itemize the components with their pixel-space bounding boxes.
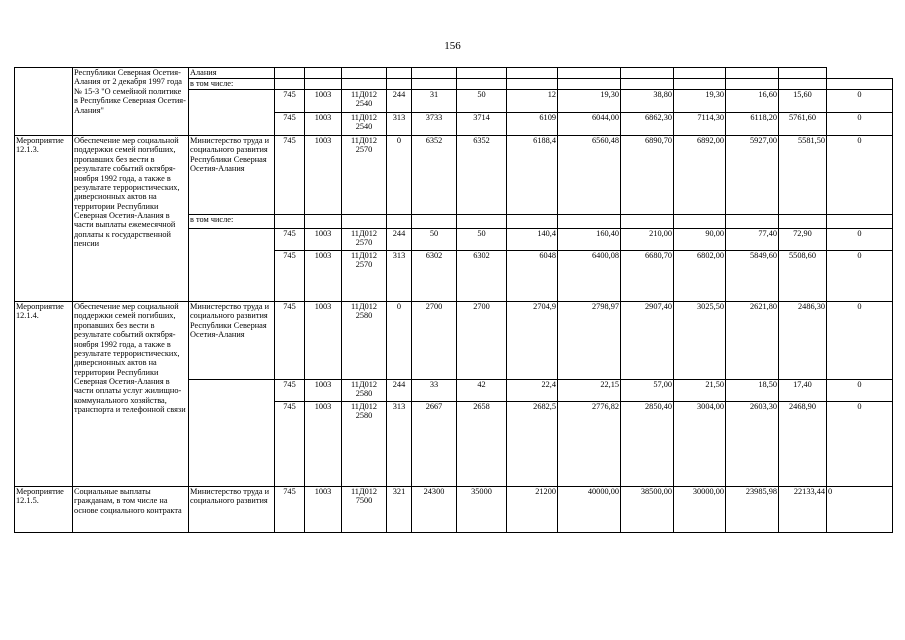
vr-cell: 244: [387, 380, 412, 402]
value-cell: 2704,9: [507, 302, 558, 380]
budget-table: [14, 67, 893, 533]
value-cell: 2700: [412, 302, 457, 380]
value-cell: 140,4: [507, 229, 558, 251]
csr-cell: 11Д012 2580: [342, 380, 387, 402]
value-cell: 0: [827, 380, 893, 402]
value-cell: 6109: [507, 113, 558, 136]
page-number: 156: [444, 40, 461, 52]
vr-cell: 321: [387, 487, 412, 533]
value-cell: 6862,30: [621, 113, 674, 136]
measure-name-cell: Республики Северная Осетия-Алания от 2 декабря 1997 года № 15-З "О семейной политике в Республике Северная Осетия-Алания": [73, 68, 189, 136]
value-cell: 22133,44: [779, 487, 827, 533]
grbs-cell: 745: [275, 380, 305, 402]
vr-cell: 0: [387, 302, 412, 380]
value-cell: 2468,90: [779, 402, 827, 487]
subtotal-label: в том числе:: [189, 215, 275, 229]
value-cell: 5761,60: [779, 113, 827, 136]
table-row: [15, 136, 893, 215]
executor-cell: Министерство труда и социального развития Республики Северная Осетия-Алания: [189, 136, 275, 215]
value-cell: 23985,98: [726, 487, 779, 533]
grbs-cell: 745: [275, 302, 305, 380]
value-cell: 5581,50: [779, 136, 827, 215]
value-cell: 50: [457, 229, 507, 251]
value-cell: 3733: [412, 113, 457, 136]
value-cell: 30000,00: [674, 487, 726, 533]
csr-cell: 11Д012 2570: [342, 136, 387, 215]
value-cell: 17,40: [779, 380, 827, 402]
csr-cell: 11Д012 2580: [342, 402, 387, 487]
value-cell: 15,60: [779, 90, 827, 113]
value-cell: 22,4: [507, 380, 558, 402]
value-cell: 6890,70: [621, 136, 674, 215]
executor-cell: Министерство труда и социального развития Республики Северная Осетия-Алания: [189, 302, 275, 380]
measure-name-cell: Социальные выплаты гражданам, в том числе на основе социального контракта: [73, 487, 189, 533]
grbs-cell: 745: [275, 251, 305, 302]
value-cell: 6044,00: [558, 113, 621, 136]
value-cell: 21200: [507, 487, 558, 533]
csr-cell: 11Д012 2570: [342, 229, 387, 251]
grbs-cell: 745: [275, 487, 305, 533]
section-cell: 1003: [305, 487, 342, 533]
measure-number: Мероприятие 12.1.3.: [15, 136, 73, 302]
value-cell: 6302: [412, 251, 457, 302]
value-cell: 6302: [457, 251, 507, 302]
grbs-cell: 745: [275, 136, 305, 215]
value-cell: 0: [827, 90, 893, 113]
value-cell: 0: [827, 402, 893, 487]
value-cell: 77,40: [726, 229, 779, 251]
value-cell: 5508,60: [779, 251, 827, 302]
vr-cell: 0: [387, 136, 412, 215]
value-cell: 2667: [412, 402, 457, 487]
section-cell: 1003: [305, 90, 342, 113]
value-cell: 6892,00: [674, 136, 726, 215]
table-row: [15, 68, 893, 79]
value-cell: 2658: [457, 402, 507, 487]
value-cell: 5849,60: [726, 251, 779, 302]
value-cell: 6400,08: [558, 251, 621, 302]
value-cell: 7114,30: [674, 113, 726, 136]
csr-cell: 11Д012 2540: [342, 90, 387, 113]
value-cell: 210,00: [621, 229, 674, 251]
value-cell: 6560,48: [558, 136, 621, 215]
vr-cell: 313: [387, 251, 412, 302]
value-cell: 2907,40: [621, 302, 674, 380]
vr-cell: 244: [387, 229, 412, 251]
measure-number: Мероприятие 12.1.5.: [15, 487, 73, 533]
value-cell: 5927,00: [726, 136, 779, 215]
executor-cell: [189, 229, 275, 302]
value-cell: 90,00: [674, 229, 726, 251]
section-cell: 1003: [305, 136, 342, 215]
vr-cell: 244: [387, 90, 412, 113]
value-cell: 50: [457, 90, 507, 113]
value-cell: 6118,20: [726, 113, 779, 136]
csr-cell: 11Д012 2540: [342, 113, 387, 136]
value-cell: 0: [827, 113, 893, 136]
measure-number: Мероприятие 12.1.4.: [15, 302, 73, 487]
value-cell: 12: [507, 90, 558, 113]
table-row: [15, 487, 893, 533]
value-cell: 40000,00: [558, 487, 621, 533]
value-cell: 0: [827, 302, 893, 380]
section-cell: 1003: [305, 113, 342, 136]
value-cell: 38,80: [621, 90, 674, 113]
value-cell: 3025,50: [674, 302, 726, 380]
value-cell: 33: [412, 380, 457, 402]
value-cell: 3714: [457, 113, 507, 136]
section-cell: 1003: [305, 402, 342, 487]
value-cell: 0: [827, 251, 893, 302]
csr-cell: 11Д012 2580: [342, 302, 387, 380]
value-cell: 2700: [457, 302, 507, 380]
value-cell: 21,50: [674, 380, 726, 402]
value-cell: 19,30: [674, 90, 726, 113]
measure-cell: [15, 68, 73, 136]
vr-cell: 313: [387, 113, 412, 136]
executor-cell: [189, 90, 275, 136]
value-cell: 160,40: [558, 229, 621, 251]
grbs-cell: 745: [275, 90, 305, 113]
vr-cell: 313: [387, 402, 412, 487]
value-cell: 6680,70: [621, 251, 674, 302]
value-cell: 6802,00: [674, 251, 726, 302]
grbs-cell: 745: [275, 229, 305, 251]
value-cell: 57,00: [621, 380, 674, 402]
measure-name-cell: Обеспечение мер социальной поддержки семей погибших, пропавших без вести в результате событий октября-ноября 1992 года, а также в результате террористических, диверсионных актов на территории Республики Северная Осетия-Алания в части оплаты услуг жилищно-коммунального хозяйства, транспорта и телефонной связи: [73, 302, 189, 487]
value-cell: 50: [412, 229, 457, 251]
value-cell: 0: [827, 487, 893, 533]
grbs-cell: 745: [275, 402, 305, 487]
value-cell: 19,30: [558, 90, 621, 113]
value-cell: 6188,4: [507, 136, 558, 215]
value-cell: 2621,80: [726, 302, 779, 380]
value-cell: 2798,97: [558, 302, 621, 380]
csr-cell: 11Д012 2570: [342, 251, 387, 302]
value-cell: 2776,82: [558, 402, 621, 487]
value-cell: 72,90: [779, 229, 827, 251]
section-cell: 1003: [305, 251, 342, 302]
value-cell: 35000: [457, 487, 507, 533]
section-cell: 1003: [305, 380, 342, 402]
value-cell: 2682,5: [507, 402, 558, 487]
table-row: [15, 302, 893, 380]
value-cell: 2486,30: [779, 302, 827, 380]
value-cell: 3004,00: [674, 402, 726, 487]
value-cell: 16,60: [726, 90, 779, 113]
executor-cell: Алания: [189, 68, 275, 79]
value-cell: 38500,00: [621, 487, 674, 533]
value-cell: 2603,30: [726, 402, 779, 487]
section-cell: 1003: [305, 302, 342, 380]
value-cell: 0: [827, 136, 893, 215]
value-cell: 31: [412, 90, 457, 113]
value-cell: 22,15: [558, 380, 621, 402]
csr-cell: 11Д012 7500: [342, 487, 387, 533]
grbs-cell: 745: [275, 113, 305, 136]
value-cell: 6352: [412, 136, 457, 215]
subtotal-label: в том числе:: [189, 79, 275, 90]
value-cell: 42: [457, 380, 507, 402]
value-cell: 6048: [507, 251, 558, 302]
section-cell: 1003: [305, 229, 342, 251]
value-cell: 0: [827, 229, 893, 251]
value-cell: 6352: [457, 136, 507, 215]
executor-cell: [189, 380, 275, 487]
measure-name-cell: Обеспечение мер социальной поддержки семей погибших, пропавших без вести в результате событий октября-ноября 1992 года, а также в результате террористических, диверсионных актов на территории Республики Северная Осетия-Алания в части выплаты ежемесячной доплаты к государственной пенсии: [73, 136, 189, 302]
value-cell: 24300: [412, 487, 457, 533]
value-cell: 2850,40: [621, 402, 674, 487]
executor-cell: Министерство труда и социального развития: [189, 487, 275, 533]
value-cell: 18,50: [726, 380, 779, 402]
